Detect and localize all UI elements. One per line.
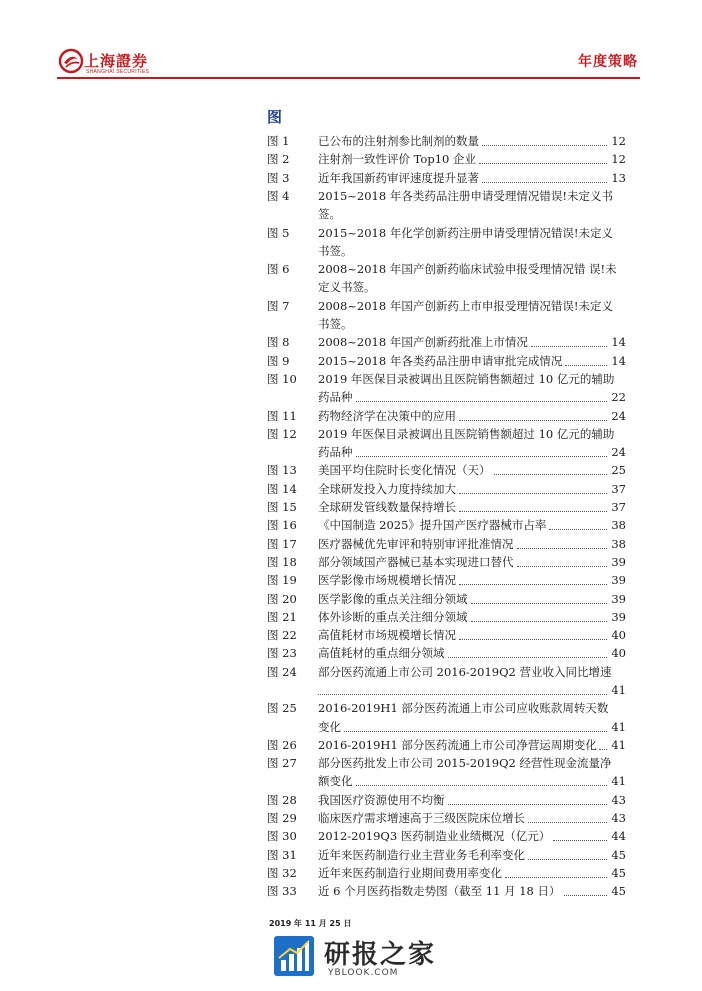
figure-entry-label: 图 13 xyxy=(267,463,297,478)
figure-entry-page: 41 xyxy=(611,737,626,752)
figure-entry-page: 12 xyxy=(611,134,626,148)
figure-entry-label: 图 17 xyxy=(267,536,297,551)
figure-entry-page: 39 xyxy=(611,591,626,606)
figure-entry-title: 医疗器械优先审评和特别审评批准情况 xyxy=(318,536,514,551)
figure-entry-title: 临床医疗需求增速高于三级医院床位增长 xyxy=(318,811,525,826)
dot-leader xyxy=(318,694,607,695)
figure-entry[interactable] xyxy=(0,608,702,626)
dot-leader xyxy=(564,895,608,896)
figure-entry-title: 2016-2019H1 部分医药流通上市公司净营运周期变化 xyxy=(318,737,597,752)
figure-entry-page: 40 xyxy=(611,628,626,643)
figure-entry[interactable] xyxy=(0,535,702,553)
figure-entry-title: 2008~2018 年国产创新药临床试验申报受理情况错 误!未 xyxy=(318,262,617,277)
figure-entry-label: 图 14 xyxy=(267,481,297,496)
dot-leader xyxy=(471,603,608,604)
figure-entry-page: 44 xyxy=(611,829,626,844)
figure-entry-title: 高值耗材的重点细分领域 xyxy=(318,646,445,661)
figure-entry-title: 2008~2018 年国产创新药批准上市情况 xyxy=(318,335,528,350)
figure-entry-title: 《中国制造 2025》提升国产医疗器械市占率 xyxy=(318,518,547,533)
figure-entry[interactable] xyxy=(0,260,702,297)
figure-entry-label: 图 1 xyxy=(267,134,290,148)
figure-entry-title: 全球研发管线数量保持增长 xyxy=(318,500,456,514)
figure-entry-page: 37 xyxy=(611,500,626,514)
figure-entry-title: 近 6 个月医药指数走势图（截至 11 月 18 日） xyxy=(318,884,561,899)
figure-entry-label: 图 18 xyxy=(267,554,297,569)
figure-entry-title: 已公布的注射剂参比制剂的数量 xyxy=(318,134,479,148)
figure-entry[interactable] xyxy=(0,516,702,534)
figure-entry[interactable] xyxy=(0,352,702,370)
dot-leader xyxy=(517,566,608,567)
figure-entry-page: 45 xyxy=(611,884,626,899)
figure-entry-title: 体外诊断的重点关注细分领域 xyxy=(318,609,468,624)
figure-entry-label: 图 16 xyxy=(267,518,297,533)
figure-entry-title-continued: 药品种 xyxy=(318,445,353,460)
figure-entry-label: 图 33 xyxy=(267,884,297,899)
figure-entry[interactable] xyxy=(0,626,702,644)
figure-entry-title: 2012-2019Q3 医药制造业业绩概况（亿元） xyxy=(318,829,551,844)
figure-entry-page: 24 xyxy=(611,408,626,423)
figure-entry-title-continued: 定义书签。 xyxy=(318,280,376,295)
figure-entry[interactable] xyxy=(0,590,702,608)
figure-entry[interactable] xyxy=(0,407,702,425)
dot-leader xyxy=(448,804,608,805)
dot-leader xyxy=(531,346,608,347)
figure-entry-page: 39 xyxy=(611,609,626,624)
figure-entry-page: 41 xyxy=(611,774,626,789)
figure-entry-page: 38 xyxy=(611,536,626,551)
figure-entry-label: 图 31 xyxy=(267,847,297,862)
figure-entry-label: 图 27 xyxy=(267,756,297,771)
figure-entry[interactable] xyxy=(0,736,702,754)
figure-entry-page: 43 xyxy=(611,811,626,826)
figure-entry-label: 图 28 xyxy=(267,792,297,807)
page-header xyxy=(0,0,702,86)
dot-leader xyxy=(344,731,607,732)
dot-leader xyxy=(459,493,607,494)
figure-entry[interactable] xyxy=(0,169,702,187)
figure-entry[interactable] xyxy=(0,370,702,407)
figure-entry[interactable] xyxy=(0,754,702,791)
dot-leader xyxy=(553,840,607,841)
figure-entry-label: 图 7 xyxy=(267,298,290,313)
figure-entry-label: 图 15 xyxy=(267,500,297,514)
figure-entry-title-continued: 书签。 xyxy=(318,316,353,331)
figure-entry-title: 2015~2018 年各类药品注册申请审批完成情况 xyxy=(318,353,563,368)
dot-leader xyxy=(505,877,607,878)
figure-entry-title: 近年来医药制造行业主营业务毛利率变化 xyxy=(318,847,525,862)
figure-entry-page: 45 xyxy=(611,847,626,862)
figure-entry-title: 医学影像的重点关注细分领域 xyxy=(318,591,468,606)
figure-entry-label: 图 24 xyxy=(267,664,297,679)
figure-entry-page: 12 xyxy=(611,152,626,167)
figure-entry-label: 图 4 xyxy=(267,188,290,203)
dot-leader xyxy=(528,822,607,823)
dot-leader xyxy=(356,456,608,457)
brand-logo xyxy=(58,48,148,78)
figure-entry-label: 图 26 xyxy=(267,737,297,752)
watermark-url: YBLOOK.COM xyxy=(328,968,399,978)
dot-leader xyxy=(528,859,607,860)
figure-entry-title: 注射剂一致性评价 Top10 企业 xyxy=(318,152,477,167)
figure-entry-title: 医学影像市场规模增长情况 xyxy=(318,573,456,588)
figure-entry[interactable] xyxy=(0,480,702,498)
figure-entry-label: 图 3 xyxy=(267,170,290,185)
dot-leader xyxy=(459,420,607,421)
figure-entry-label: 图 22 xyxy=(267,628,297,643)
figure-entry-title-continued: 变化 xyxy=(318,719,341,734)
figure-entry[interactable] xyxy=(0,425,702,462)
figure-entry[interactable] xyxy=(0,553,702,571)
figure-entry[interactable] xyxy=(0,809,702,827)
figure-entry[interactable] xyxy=(0,132,702,150)
dot-leader xyxy=(549,529,607,530)
figure-entry[interactable] xyxy=(0,791,702,809)
dot-leader xyxy=(356,401,608,402)
figure-entry-title: 全球研发投入力度持续加大 xyxy=(318,481,456,496)
dot-leader xyxy=(482,182,607,183)
dot-leader xyxy=(459,511,607,512)
figure-entry-title: 部分领域国产器械已基本实现进口替代 xyxy=(318,554,514,569)
figure-entry-title: 部分医药流通上市公司 2016-2019Q2 营业收入同比增速 xyxy=(318,664,612,679)
brand-logo-subtext: SHANGHAI SECURITIES xyxy=(86,69,150,75)
figure-entry-page: 14 xyxy=(611,353,626,368)
figure-entry-title: 2019 年医保目录被调出且医院销售额超过 10 亿元的辅助 xyxy=(318,426,615,441)
dot-leader xyxy=(471,621,608,622)
figure-entry-page: 39 xyxy=(611,554,626,569)
figure-entry-title-continued: 书签。 xyxy=(318,243,353,258)
figure-entry-label: 图 9 xyxy=(267,353,290,368)
figure-entry-label: 图 32 xyxy=(267,866,297,880)
figure-entry-page: 38 xyxy=(611,518,626,533)
dot-leader xyxy=(448,657,608,658)
figure-entry[interactable] xyxy=(0,498,702,516)
dot-leader xyxy=(356,785,608,786)
figure-entry-title: 近年我国新药审评速度提升显著 xyxy=(318,170,479,185)
figure-entry-label: 图 2 xyxy=(267,152,290,167)
publish-date: 2019 年 11 月 25 日 xyxy=(269,919,352,928)
figure-list-heading: 图 xyxy=(267,108,283,126)
figure-entry-label: 图 29 xyxy=(267,811,297,826)
figure-entry[interactable] xyxy=(0,864,702,882)
dot-leader xyxy=(479,163,607,164)
header-divider xyxy=(57,77,640,79)
figure-entry-title: 我国医疗资源使用不均衡 xyxy=(318,792,445,807)
figure-entry-page: 41 xyxy=(611,719,626,734)
figure-entry-page: 43 xyxy=(611,792,626,807)
figure-entry-title: 2019 年医保目录被调出且医院销售额超过 10 亿元的辅助 xyxy=(318,371,615,386)
figure-entry-title: 2015~2018 年化学创新药注册申请受理情况错误!未定义 xyxy=(318,225,613,240)
figure-entry-page: 37 xyxy=(611,481,626,496)
dot-leader xyxy=(459,639,607,640)
figure-entry[interactable] xyxy=(0,571,702,589)
brand-logo-icon xyxy=(58,48,84,74)
figure-entry-title: 部分医药批发上市公司 2015-2019Q2 经营性现金流量净 xyxy=(318,756,612,771)
figure-entry[interactable] xyxy=(0,644,702,662)
dot-leader xyxy=(459,584,607,585)
figure-entry[interactable] xyxy=(0,333,702,351)
figure-entry-label: 图 6 xyxy=(267,262,290,277)
figure-entry-label: 图 11 xyxy=(267,408,297,423)
figure-entry-page: 25 xyxy=(611,463,626,478)
figure-entry-title-continued: 药品种 xyxy=(318,390,353,405)
figure-entry-label: 图 30 xyxy=(267,829,297,844)
figure-entry-page: 24 xyxy=(611,445,626,460)
figure-entry-page: 39 xyxy=(611,573,626,588)
dot-leader xyxy=(494,474,608,475)
figure-entry-label: 图 20 xyxy=(267,591,297,606)
figure-entry-page: 14 xyxy=(611,335,626,350)
figure-entry-title: 高值耗材市场规模增长情况 xyxy=(318,628,456,643)
figure-entry-label: 图 8 xyxy=(267,335,290,350)
figure-entry-label: 图 23 xyxy=(267,646,297,661)
figure-entry-page: 13 xyxy=(611,170,626,185)
figure-entry-page: 41 xyxy=(611,682,626,697)
figure-entry-title-continued: 额变化 xyxy=(318,774,353,789)
watermark xyxy=(272,932,452,984)
figure-entry-label: 图 10 xyxy=(267,371,297,386)
figure-entry-label: 图 25 xyxy=(267,701,297,716)
figure-entry-title: 药物经济学在决策中的应用 xyxy=(318,408,456,423)
figure-entry-label: 图 19 xyxy=(267,573,297,588)
figure-entry-title: 近年来医药制造行业期间费用率变化 xyxy=(318,866,502,880)
figure-entry[interactable] xyxy=(0,150,702,168)
figure-entry-title: 2015~2018 年各类药品注册申请受理情况错误!未定义书 xyxy=(318,188,613,203)
figure-entry[interactable] xyxy=(0,663,702,700)
figure-entry[interactable] xyxy=(0,882,702,900)
figure-entry-title: 2008~2018 年国产创新药上市申报受理情况错误!未定义 xyxy=(318,298,613,313)
figure-entry[interactable] xyxy=(0,699,702,736)
figure-entry-title: 美国平均住院时长变化情况（天） xyxy=(318,463,491,478)
figure-entry-page: 40 xyxy=(611,646,626,661)
figure-entry[interactable] xyxy=(0,461,702,479)
bar-chart-icon xyxy=(272,934,316,978)
figure-entry-title-continued: 签。 xyxy=(318,207,341,222)
figure-entry[interactable] xyxy=(0,224,702,261)
figure-entry[interactable] xyxy=(0,187,702,224)
figure-entry-page: 45 xyxy=(611,866,626,880)
brand-logo-text: 上海證券 xyxy=(84,52,149,70)
dot-leader xyxy=(517,548,608,549)
watermark-title: 研报之家 xyxy=(324,940,437,970)
figure-entry-label: 图 21 xyxy=(267,609,297,624)
figure-entry[interactable] xyxy=(0,827,702,845)
figure-entry-title: 2016-2019H1 部分医药流通上市公司应收账款周转天数 xyxy=(318,701,609,716)
dot-leader xyxy=(482,145,607,146)
figure-entry[interactable] xyxy=(0,846,702,864)
dot-leader xyxy=(599,749,607,750)
figure-entry-label: 图 5 xyxy=(267,225,290,240)
figure-entry-page: 22 xyxy=(611,390,626,405)
figure-entry[interactable] xyxy=(0,297,702,334)
report-type-title: 年度策略 xyxy=(578,54,638,70)
figure-entry-label: 图 12 xyxy=(267,426,297,441)
dot-leader xyxy=(565,365,607,366)
